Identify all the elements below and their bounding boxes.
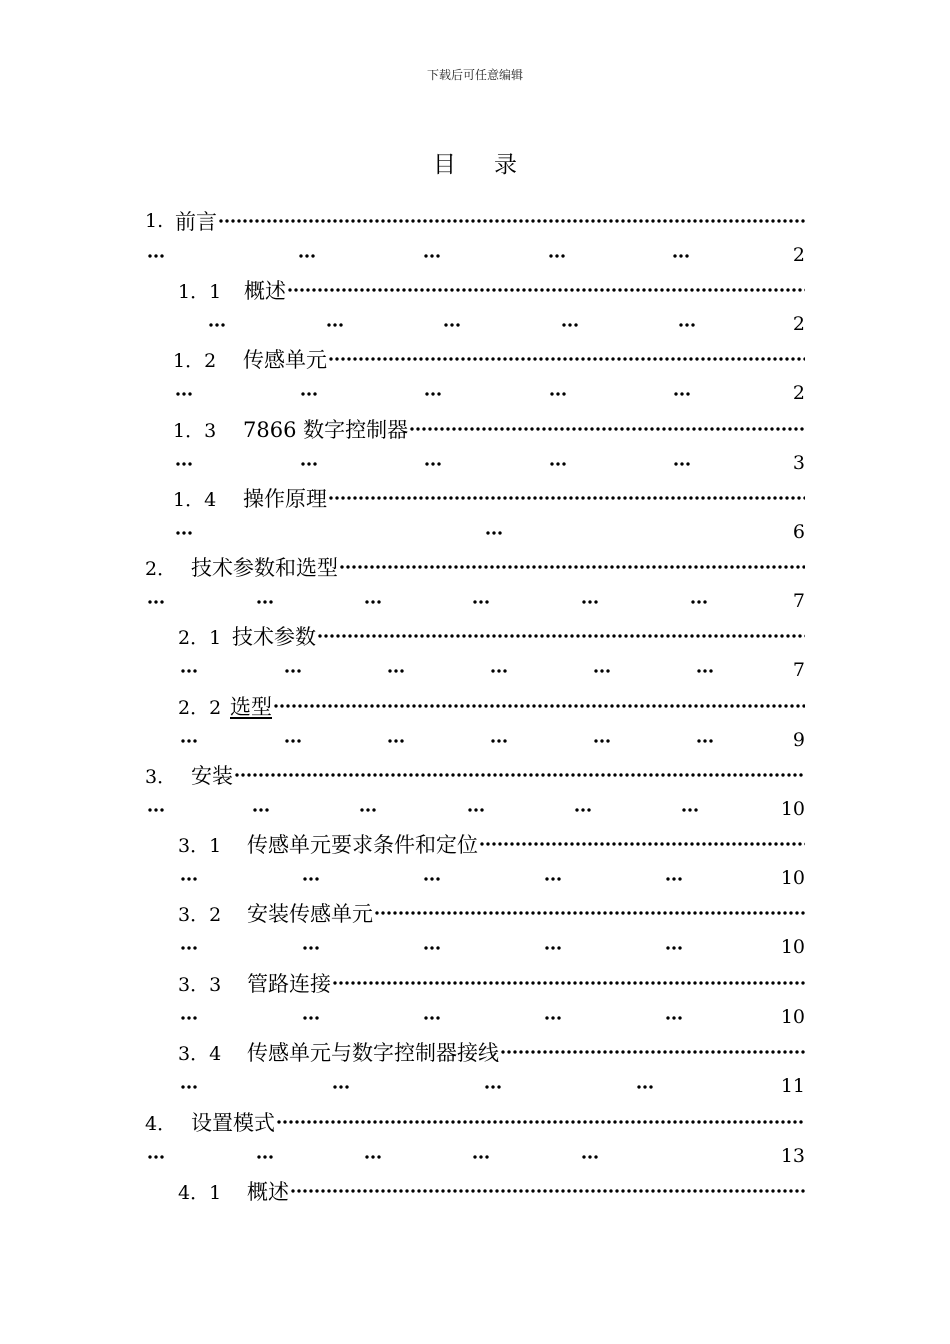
toc-entry-title: 前言 <box>175 210 217 234</box>
dot-leader-segment <box>549 461 568 467</box>
dot-leader-segment <box>364 1154 383 1160</box>
dot-leader-segment <box>302 945 321 951</box>
dot-leader-segment <box>424 391 443 397</box>
dot-leader-segment <box>548 253 567 259</box>
dot-leader-segment <box>147 807 166 813</box>
toc-entry-page-number: 10 <box>780 867 805 889</box>
toc-entry-number: 3．2 <box>178 903 222 926</box>
toc-entry[interactable] <box>0 1036 950 1106</box>
dot-leader <box>290 1184 805 1198</box>
toc-title: 目录 <box>433 152 555 178</box>
dot-leader <box>500 1045 805 1059</box>
dot-leader-segment <box>443 322 462 328</box>
toc-entry-page-number: 10 <box>780 1006 805 1028</box>
dot-leader <box>328 352 805 366</box>
dot-leader-segment <box>387 668 406 674</box>
dot-leader-segment <box>636 1084 655 1090</box>
dot-leader-segment <box>485 530 504 536</box>
dot-leader-segment <box>561 322 580 328</box>
dot-leader-segment <box>574 807 593 813</box>
dot-leader-segment <box>472 1154 491 1160</box>
toc-entry[interactable] <box>0 482 950 552</box>
dot-leader-segment <box>467 807 486 813</box>
dot-leader-segment <box>175 530 194 536</box>
dot-leader-segment <box>175 391 194 397</box>
toc-entry[interactable] <box>0 759 950 829</box>
dot-leader-segment <box>424 461 443 467</box>
dot-leader-segment <box>147 1154 166 1160</box>
dot-leader-segment <box>484 1084 503 1090</box>
dot-leader-segment <box>284 668 303 674</box>
dot-leader-segment <box>147 253 166 259</box>
dot-leader-segment <box>665 945 684 951</box>
toc-entry-page-number: 2 <box>792 313 805 335</box>
dot-leader <box>218 214 805 228</box>
toc-entry-number: 1. <box>145 210 164 232</box>
dot-leader <box>276 1115 805 1129</box>
dot-leader-segment <box>256 1154 275 1160</box>
dot-leader-segment <box>175 461 194 467</box>
toc-entry-page-number: 2 <box>792 382 805 404</box>
dot-leader-segment <box>300 391 319 397</box>
dot-leader-segment <box>180 1015 199 1021</box>
toc-entry-page-number: 7 <box>792 659 805 681</box>
dot-leader-segment <box>256 599 275 605</box>
toc-entry-title: 安装传感单元 <box>247 902 373 926</box>
toc-entry-number: 1．2 <box>173 349 217 372</box>
toc-entry-number: 3．1 <box>178 834 222 857</box>
toc-entry-page-number: 6 <box>792 521 805 543</box>
dot-leader-segment <box>593 738 612 744</box>
dot-leader-segment <box>332 1084 351 1090</box>
dot-leader-segment <box>472 599 491 605</box>
toc-entry[interactable] <box>0 1175 950 1245</box>
toc-entry-number: 4．1 <box>178 1181 222 1204</box>
toc-entry-page-number: 11 <box>780 1075 805 1097</box>
toc-entry-number: 4． <box>145 1112 177 1135</box>
dot-leader <box>328 491 805 505</box>
dot-leader-segment <box>678 322 697 328</box>
toc-entry-number: 2．2 <box>178 696 222 719</box>
dot-leader-segment <box>673 391 692 397</box>
dot-leader-segment <box>364 599 383 605</box>
dot-leader-segment <box>544 876 563 882</box>
dot-leader-segment <box>423 945 442 951</box>
toc-entry-number: 1．4 <box>173 488 217 511</box>
toc-entry-title: 7866 数字控制器 <box>243 418 409 442</box>
dot-leader-segment <box>180 738 199 744</box>
toc-entry-page-number: 13 <box>780 1145 805 1167</box>
dot-leader-segment <box>208 322 227 328</box>
toc-entry-title: 安装 <box>191 764 233 788</box>
dot-leader <box>317 629 805 643</box>
toc-entry[interactable] <box>0 413 950 483</box>
toc-entry-number: 1．1 <box>178 280 222 303</box>
toc-entry[interactable] <box>0 828 950 898</box>
dot-leader-segment <box>581 1154 600 1160</box>
dot-leader-segment <box>387 738 406 744</box>
dot-leader <box>332 976 805 990</box>
dot-leader-segment <box>673 461 692 467</box>
dot-leader-segment <box>298 253 317 259</box>
toc-entry-title: 概述 <box>244 279 286 303</box>
toc-entry[interactable] <box>0 690 950 760</box>
dot-leader-segment <box>302 1015 321 1021</box>
toc-entry-number: 3． <box>145 765 177 788</box>
dot-leader-segment <box>681 807 700 813</box>
dot-leader-segment <box>326 322 345 328</box>
toc-entry-title: 管路连接 <box>247 972 331 996</box>
dot-leader <box>339 560 805 574</box>
toc-entry[interactable] <box>0 967 950 1037</box>
toc-entry-title: 传感单元要求条件和定位 <box>247 833 478 857</box>
dot-leader-segment <box>180 668 199 674</box>
toc-entry-page-number: 7 <box>792 590 805 612</box>
toc-entry-number: 2．1 <box>178 626 222 649</box>
dot-leader <box>479 837 805 851</box>
dot-leader-segment <box>423 253 442 259</box>
dot-leader-segment <box>180 1084 199 1090</box>
header-note: 下载后可任意编辑 <box>426 68 523 82</box>
toc-entry[interactable] <box>0 343 950 413</box>
dot-leader-segment <box>665 876 684 882</box>
toc-entry-title: 传感单元与数字控制器接线 <box>247 1041 499 1065</box>
toc-entry[interactable] <box>0 897 950 967</box>
dot-leader-segment <box>252 807 271 813</box>
toc-entry[interactable] <box>0 1106 950 1176</box>
toc-entry-number: 3．3 <box>178 973 222 996</box>
toc-entry-title: 技术参数 <box>232 625 316 649</box>
toc-entry-title: 操作原理 <box>243 487 327 511</box>
toc-entry-title: 设置模式 <box>191 1111 275 1135</box>
dot-leader-segment <box>423 876 442 882</box>
toc-entry[interactable] <box>0 620 950 690</box>
toc-entry-number: 2． <box>145 557 177 580</box>
dot-leader-segment <box>180 876 199 882</box>
toc-entry[interactable] <box>0 274 950 344</box>
toc-entry-page-number: 10 <box>780 798 805 820</box>
dot-leader <box>409 422 805 436</box>
toc-entry-page-number: 3 <box>792 452 805 474</box>
dot-leader-segment <box>359 807 378 813</box>
dot-leader-segment <box>593 668 612 674</box>
dot-leader-segment <box>544 945 563 951</box>
dot-leader-segment <box>544 1015 563 1021</box>
dot-leader-segment <box>696 738 715 744</box>
dot-leader-segment <box>549 391 568 397</box>
toc-entry[interactable] <box>0 551 950 621</box>
dot-leader <box>234 768 805 782</box>
toc-entry-number: 1．3 <box>173 419 217 442</box>
dot-leader-segment <box>490 668 509 674</box>
toc-entry-title: 选型 <box>230 695 272 719</box>
dot-leader-segment <box>302 876 321 882</box>
toc-entry[interactable] <box>0 205 950 275</box>
toc-entry-page-number: 2 <box>792 244 805 266</box>
dot-leader-segment <box>180 945 199 951</box>
dot-leader <box>287 283 805 297</box>
dot-leader-segment <box>147 599 166 605</box>
dot-leader-segment <box>672 253 691 259</box>
dot-leader <box>273 699 805 713</box>
dot-leader-segment <box>423 1015 442 1021</box>
toc-entry-page-number: 9 <box>792 729 805 751</box>
dot-leader-segment <box>581 599 600 605</box>
toc-entry-title: 传感单元 <box>243 348 327 372</box>
dot-leader-segment <box>690 599 709 605</box>
dot-leader <box>374 906 805 920</box>
dot-leader-segment <box>696 668 715 674</box>
toc-entry-page-number: 10 <box>780 936 805 958</box>
dot-leader-segment <box>284 738 303 744</box>
dot-leader-segment <box>300 461 319 467</box>
dot-leader-segment <box>665 1015 684 1021</box>
toc-entry-title: 技术参数和选型 <box>191 556 338 580</box>
toc-entry-number: 3．4 <box>178 1042 222 1065</box>
dot-leader-segment <box>490 738 509 744</box>
toc-entry-title: 概述 <box>247 1180 289 1204</box>
